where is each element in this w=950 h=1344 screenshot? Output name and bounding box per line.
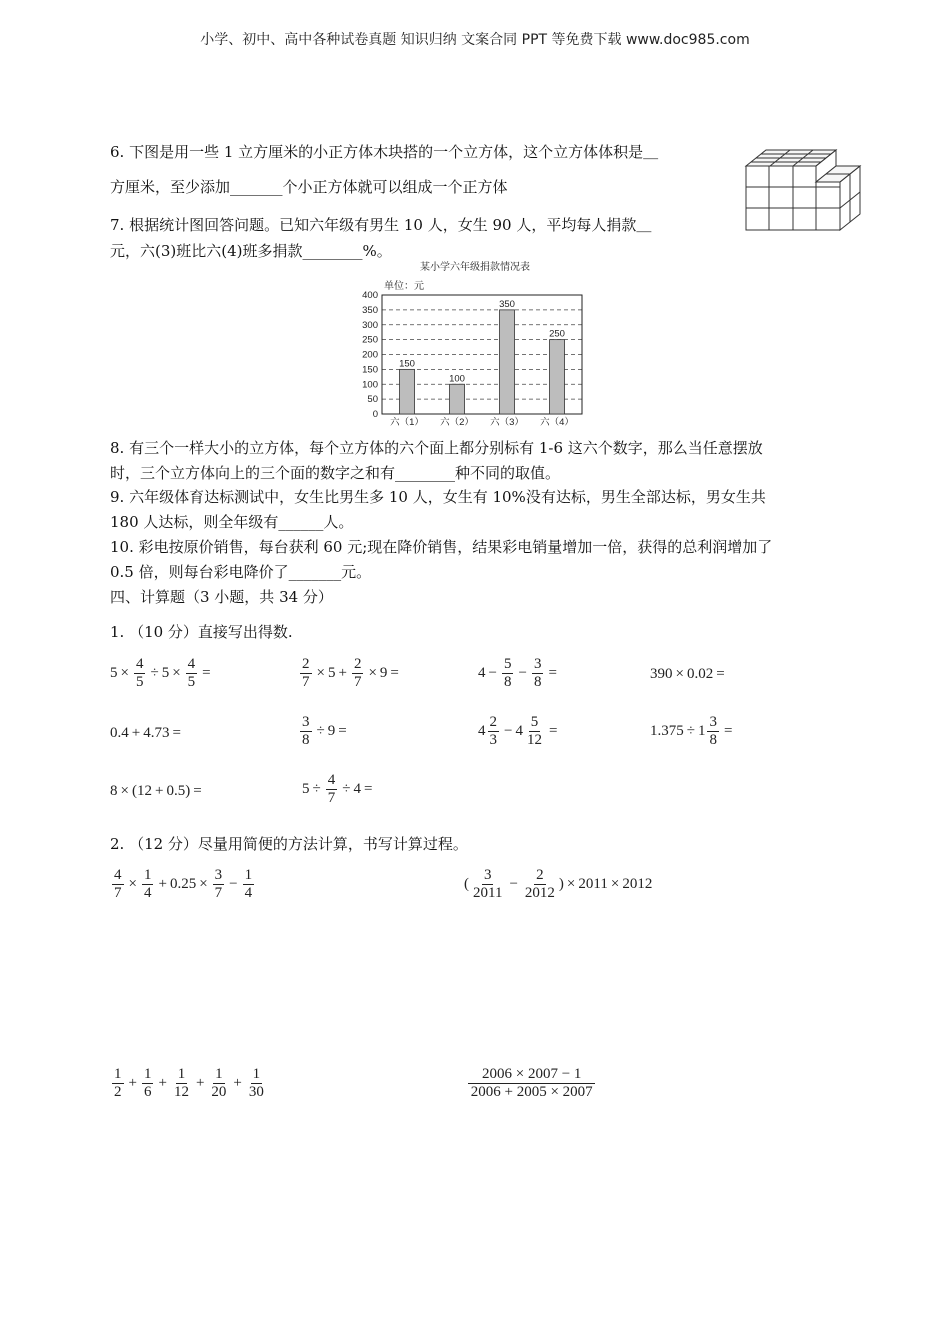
chart-data-label: 350 [499,298,515,310]
chart-x-tick-label: 六（2） [440,417,474,428]
calc2-title: 2. （12 分）尽量用简便的方法计算，书写计算过程。 [110,835,468,853]
calc2-expr-1: $\frac{4}{7}$ × $\frac{1}{4}$ + 0.25 × $\frac{3}{7}$ − $\frac{1}{4}$ [114,867,253,902]
calc2-expr-4: $\frac{2006 \times 2007 - 1}{2006 + 2005 \times 2007}$ [466,1066,597,1102]
chart-y-tick-label: 50 [367,394,378,406]
chart-bar [550,340,565,414]
calc2-expr-3: $\frac{1}{2}$ + $\frac{1}{6}$ + $\frac{1}{12}$ + $\frac{1}{20}$ + $\frac{1}{30}$ [114,1066,264,1101]
calc1-title: 1. （10 分）直接写出得数. [110,623,293,641]
chart-y-tick-label: 150 [362,364,378,376]
calc1-expr-7: 4 $\frac{2}{3}$ − 4 $\frac{5}{12}$ = [478,714,558,749]
chart-x-tick-label: 六（1） [390,417,424,428]
chart-y-tick-label: 100 [362,379,378,391]
chart-x-tick-label: 六（4） [540,417,574,428]
chart-unit-label: 单位：元 [384,281,424,292]
chart-data-label: 100 [449,373,465,385]
q6-line1: 6. 下图是用一些 1 立方厘米的小正方体木块搭的一个立方体，这个立方体体积是＿ [110,143,659,161]
donation-bar-chart [340,258,600,428]
calc2-expr-2: ( $\frac{3}{2011}$ − $\frac{2}{2012}$ ) × 2011 × 2012 [464,867,653,902]
chart-data-label: 150 [399,358,415,370]
section-4-title: 四、计算题（3 小题，共 34 分） [110,588,333,606]
q7-line2: 元，六(3)班比六(4)班多捐款________%。 [110,242,392,260]
calc1-expr-9: 8 × ( 12 + 0.5 ) = [110,783,202,799]
q10-line2: 0.5 倍，则每台彩电降价了_______元。 [110,563,372,581]
q6-line2: 方厘米，至少添加_______个小正方体就可以组成一个正方体 [110,178,508,196]
chart-bar [400,369,415,414]
chart-bar [500,310,515,414]
calc1-expr-8: 1.375 ÷ 1 $\frac{3}{8}$ = [650,714,733,749]
calc1-expr-10: 5 ÷ $\frac{4}{7}$ ÷ 4 = [302,772,373,807]
chart-y-tick-label: 300 [362,319,378,331]
q9-line2: 180 人达标，则全年级有______人。 [110,513,354,531]
chart-bar [450,384,465,414]
chart-y-tick-label: 400 [362,290,378,301]
q8-line1: 8. 有三个一样大小的立方体，每个立方体的六个面上都分别标有 1-6 这六个数字，那么当任意摆放 [110,439,763,457]
chart-y-tick-label: 250 [362,334,378,346]
calc1-expr-1: 5 × $\frac{4}{5}$ ÷ 5 × $\frac{4}{5}$ = [110,656,211,691]
chart-x-tick-label: 六（3） [490,417,524,428]
calc1-expr-5: 0.4 + 4.73 = [110,725,181,741]
q7-line1: 7. 根据统计图回答问题。已知六年级有男生 10 人，女生 90 人，平均每人捐款＿ [110,216,652,234]
q9-line1: 9. 六年级体育达标测试中，女生比男生多 10 人，女生有 10%没有达标，男生全部达标，男女生共 [110,488,766,506]
calc1-expr-4: 390 × 0.02 = [650,666,725,682]
calc1-expr-6: $\frac{3}{8}$ ÷ 9 = [302,714,347,749]
chart-data-label: 250 [549,328,565,340]
site-header: 小学、初中、高中各种试卷真题 知识归纳 文案合同 PPT 等免费下载 www.doc985.com [200,32,750,48]
chart-y-tick-label: 200 [362,349,378,361]
calc1-expr-3: 4 − $\frac{5}{8}$ − $\frac{3}{8}$ = [478,656,557,691]
calc1-expr-2: $\frac{2}{7}$ × 5 + $\frac{2}{7}$ × 9 = [302,656,399,691]
cube-stack-figure [742,146,864,234]
q8-line2: 时，三个立方体向上的三个面的数字之和有________种不同的取值。 [110,464,561,482]
chart-y-tick-label: 0 [372,409,378,420]
q10-line1: 10. 彩电按原价销售，每台获利 60 元;现在降价销售，结果彩电销量增加一倍，获得的总利润增加了 [110,538,773,556]
chart-title: 某小学六年级捐款情况表 [420,262,530,273]
chart-y-tick-label: 350 [362,304,378,316]
